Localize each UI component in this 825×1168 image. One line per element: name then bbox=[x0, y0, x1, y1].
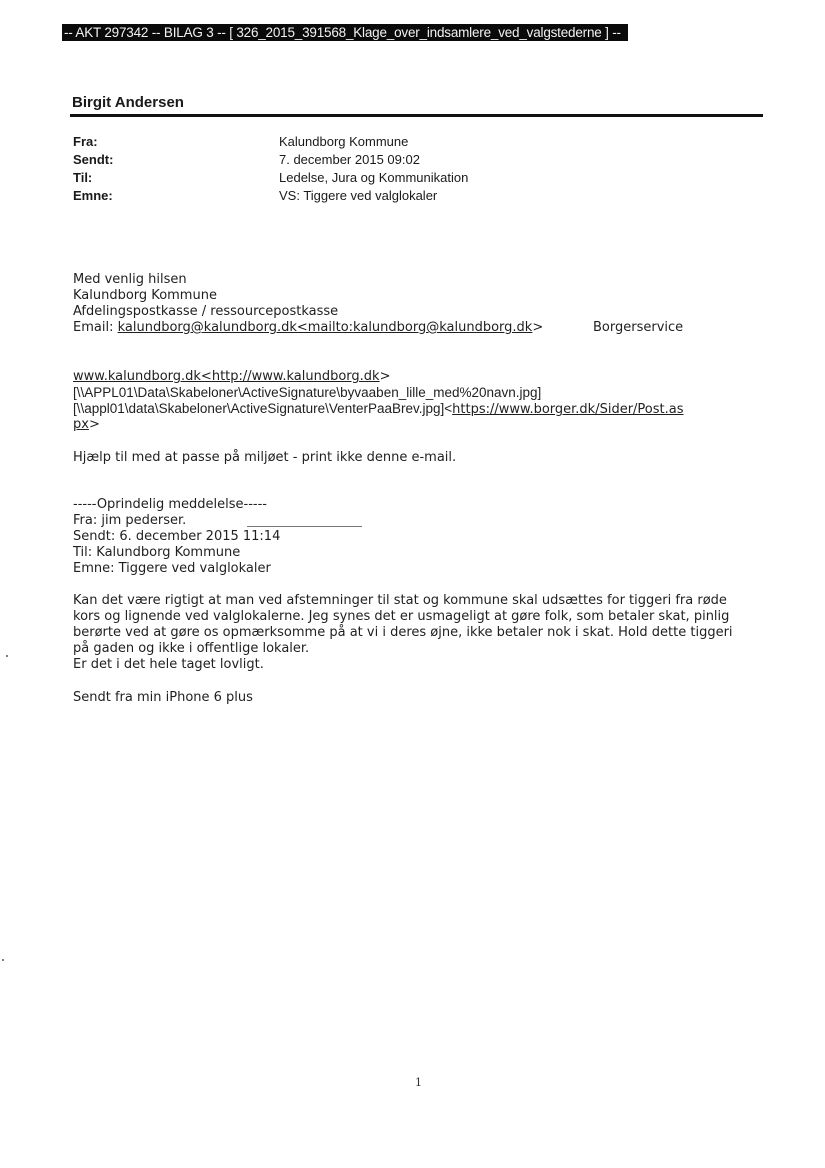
borger-link-continuation[interactable]: px bbox=[73, 417, 89, 432]
header-rule bbox=[70, 114, 763, 117]
scan-speck bbox=[2, 959, 4, 961]
document-stamp: -- AKT 297342 -- BILAG 3 -- [ 326_2015_391568_Klage_over_indsamlere_ved_valgstederne ] -- bbox=[62, 24, 628, 41]
signature-web-line bbox=[73, 369, 391, 384]
from-value: Kalundborg Kommune bbox=[279, 134, 409, 149]
borger-link[interactable]: https://www.borger.dk/Sider/Post.as bbox=[452, 402, 684, 417]
signature-email-line bbox=[73, 320, 543, 335]
path2-prefix: [\\appl01\data\Skabeloner\ActiveSignature\VenterPaaBrev.jpg]< bbox=[73, 401, 453, 416]
signature-greeting: Med venlig hilsen bbox=[73, 272, 187, 287]
original-footer: Sendt fra min iPhone 6 plus bbox=[73, 690, 253, 705]
redaction-line bbox=[247, 526, 362, 527]
email-prefix: Email: bbox=[73, 320, 118, 335]
body-line-5: Er det i det hele taget lovligt. bbox=[73, 657, 264, 672]
path2-suffix: > bbox=[88, 417, 100, 432]
environment-note: Hjælp til med at passe på miljøet - print ikke denne e-mail. bbox=[73, 450, 457, 465]
body-line-1: Kan det være rigtigt at man ved afstemninger til stat og kommune skal udsættes for tiggeri fra røde bbox=[73, 593, 727, 608]
scan-speck bbox=[6, 655, 8, 657]
signature-image-path-1: [\\APPL01\Data\Skabeloner\ActiveSignature\byvaaben_lille_med%20navn.jpg] bbox=[73, 385, 542, 400]
email-suffix: > bbox=[532, 320, 544, 335]
web-link[interactable]: www.kalundborg.dk<http://www.kalundborg.dk bbox=[73, 369, 380, 384]
original-subject: Emne: Tiggere ved valglokaler bbox=[73, 561, 271, 576]
original-to: Til: Kalundborg Kommune bbox=[73, 545, 241, 560]
signature-mailbox: Afdelingspostkasse / ressourcepostkasse bbox=[73, 304, 339, 319]
signature-org: Kalundborg Kommune bbox=[73, 288, 217, 303]
body-line-2: kors og lignende ved valglokalerne. Jeg synes det er usmageligt at gøre folk, som betaler skat, pinlig bbox=[73, 609, 730, 624]
email-link[interactable]: kalundborg@kalundborg.dk<mailto:kalundborg@kalundborg.dk bbox=[117, 320, 533, 335]
body-line-3: berørte ved at gøre os opmærksomme på at vi i deres øjne, ikke betaler nok i skat. Hold dette tiggeri bbox=[73, 625, 733, 640]
sent-value: 7. december 2015 09:02 bbox=[279, 152, 420, 167]
sent-label: Sendt: bbox=[73, 152, 114, 167]
original-from: Fra: jim pederser. bbox=[73, 513, 187, 528]
sender-name: Birgit Andersen bbox=[72, 94, 184, 111]
to-value: Ledelse, Jura og Kommunikation bbox=[279, 170, 469, 185]
body-line-4: på gaden og ikke i offentlige lokaler. bbox=[73, 641, 310, 656]
subject-label: Emne: bbox=[73, 188, 113, 203]
web-suffix: > bbox=[379, 369, 391, 384]
page-number: 1 bbox=[415, 1076, 422, 1089]
signature-image-path-2 bbox=[73, 401, 684, 417]
to-label: Til: bbox=[73, 170, 93, 185]
signature-link-continuation bbox=[73, 417, 100, 432]
original-sent: Sendt: 6. december 2015 11:14 bbox=[73, 529, 281, 544]
subject-value: VS: Tiggere ved valglokaler bbox=[279, 188, 438, 203]
original-separator: -----Oprindelig meddelelse----- bbox=[73, 497, 267, 512]
from-label: Fra: bbox=[73, 134, 98, 149]
signature-department: Borgerservice bbox=[593, 320, 684, 335]
